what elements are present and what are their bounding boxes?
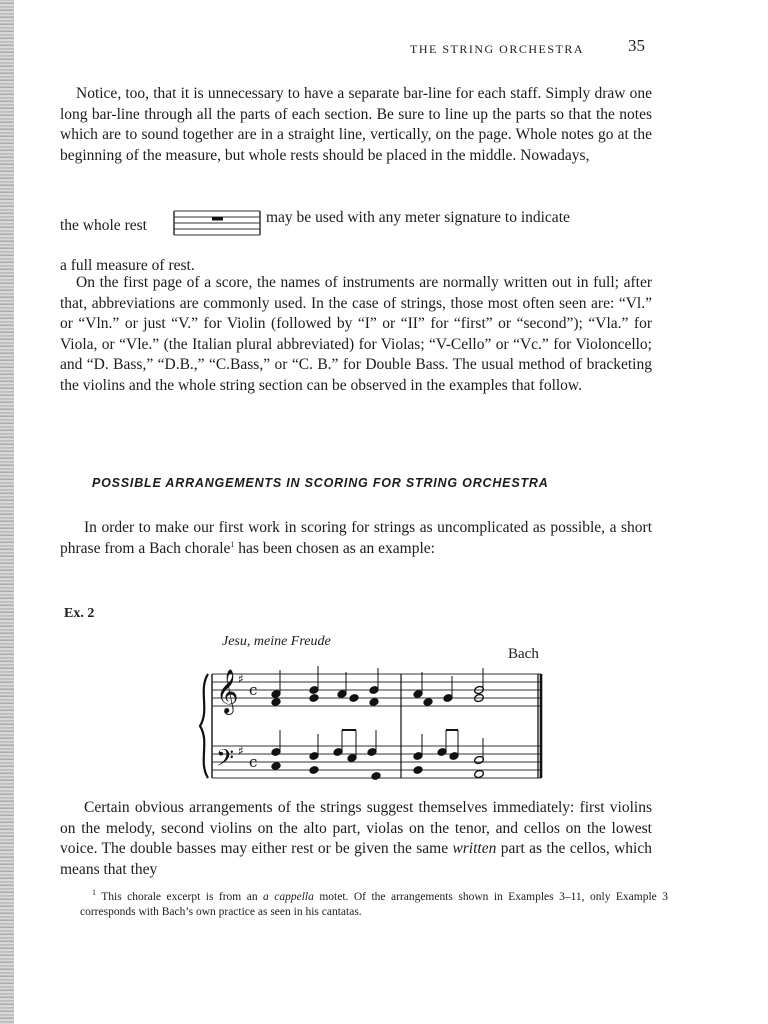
chorale-intro-text-end: has been chosen as an example: [234,539,435,557]
chorale-score-image [196,660,556,790]
svg-text:𝄞: 𝄞 [216,669,239,713]
svg-text:c: c [249,753,258,771]
example-label: Ex. 2 [64,606,95,621]
section-heading: POSSIBLE ARRANGEMENTS IN SCORING FOR STRING ORCHESTRA [92,476,549,490]
page-binding-edge [0,0,14,1024]
paragraph-chorale-intro [60,518,652,559]
footnote-text-end: motet. Of the arrangements shown in Examples 3–11, only Example 3 corresponds with Bach’s own practice as seen in his cantatas. [80,891,668,918]
svg-text:♯: ♯ [238,672,244,686]
paragraph-full-measure: a full measure of rest. [60,257,195,274]
whole-rest-staff-icon [172,207,262,239]
arrangements-emphasis: written [452,840,497,857]
whole-rest-label-after: may be used with any meter signature to indicate [266,209,570,226]
running-head: THE STRING ORCHESTRA [410,42,585,56]
arrangements-text: Certain obvious arrangements of the strings suggest themselves immediately: first violins on the melody, second violins on the alto part, violas on the tenor, and cellos on the lowest voice. The double basses may either rest or be given the same [60,799,652,857]
svg-text:♯: ♯ [238,744,244,758]
paragraph-abbreviations: On the first page of a score, the names of instruments are normally written out in full; after that, abbreviations are commonly used. In the case of strings, those most often seen are: “Vl.” or “Vln.” or just “V.” for Violin (followed by “I” or “II” for “first” or “second”); “Vla.” for Viola, or “Vle.” (the Italian plural abbreviated) for Violas; “V-Cello” or “Vc.” for Violoncello; and “D. Bass,” “D.B.,” “C.Bass,” or “C. B.” for Double Bass. The usual method of bracketing the violins and the whole string section can be observed in the examples that follow. [60,274,652,394]
chorale-intro-text: In order to make our first work in scoring for strings as uncomplicated as possible, a short phrase from a Bach chorale [60,519,652,557]
paragraph-barlines: Notice, too, that it is unnecessary to have a separate bar-line for each staff. Simply draw one long bar-line through all the parts of each section. Be sure to line up the parts so that the notes which are to sound together are in a straight line, vertically, on the page. Whole notes go at the beginning of the measure, but whole rests should be placed in the middle. Nowadays, [60,85,652,164]
svg-text:c: c [249,681,258,699]
svg-text:𝄢: 𝄢 [216,744,235,777]
whole-rest-line [60,205,652,241]
arrangements-text-end: part as the cellos, which means that they [60,840,652,878]
footnote-reference: 1 [230,539,235,549]
paragraph-arrangements [60,798,652,880]
page-number: 35 [628,36,645,55]
whole-rest-label-before: the whole rest [60,217,147,234]
footnote-emphasis: a cappella [263,891,314,903]
footnote-mark: 1 [92,888,96,898]
footnote [80,890,668,920]
footnote-text: This chorale excerpt is from an [96,891,264,903]
score-title: Jesu, meine Freude [222,634,331,649]
score-composer: Bach [508,646,539,662]
